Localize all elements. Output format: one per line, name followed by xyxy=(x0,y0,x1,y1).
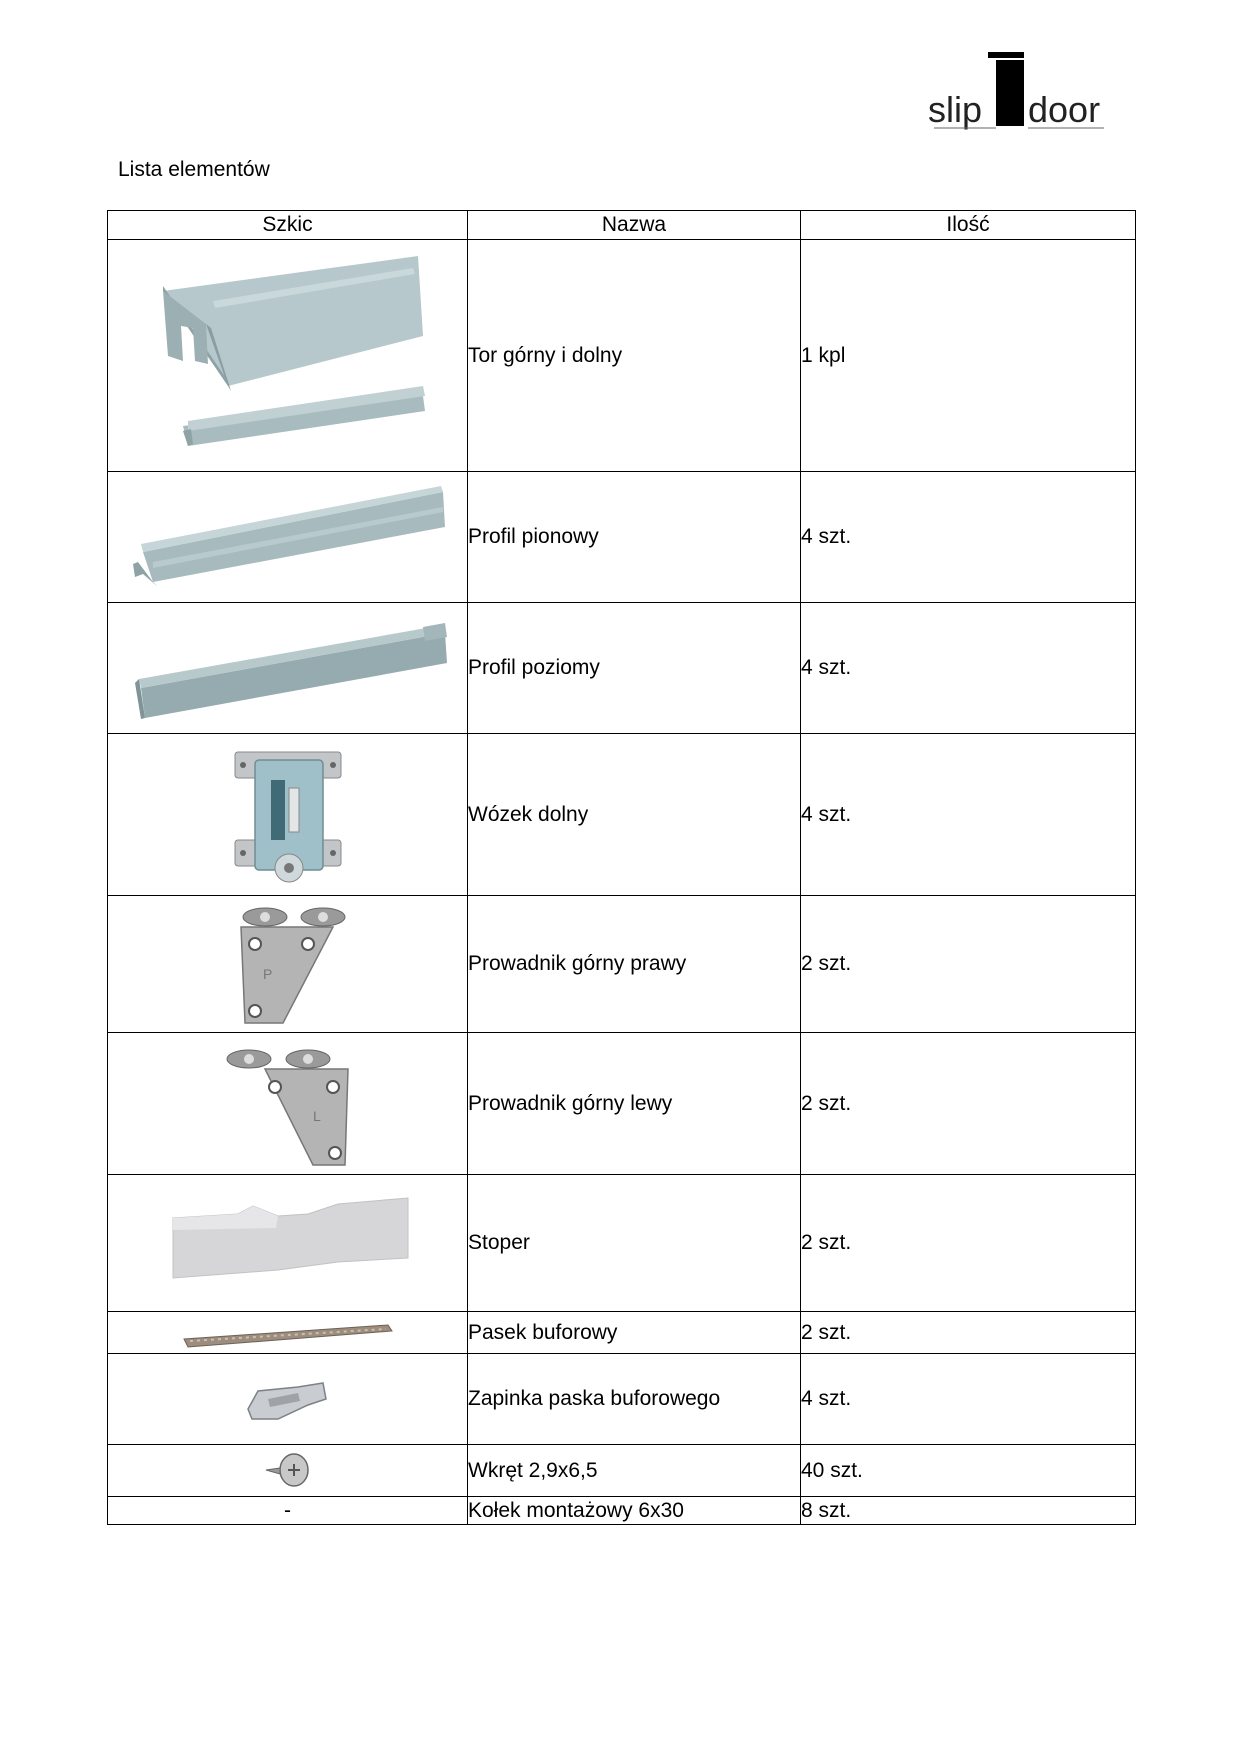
item-qty: 2 szt. xyxy=(801,1312,1136,1354)
item-qty: 4 szt. xyxy=(801,603,1136,734)
sketch-cell xyxy=(108,603,468,734)
header-name: Nazwa xyxy=(468,211,801,240)
page-title: Lista elementów xyxy=(118,158,270,181)
logo-left-word: slip xyxy=(928,89,983,130)
table-row xyxy=(108,240,1136,472)
table-row xyxy=(108,1312,1136,1354)
vertical-profile-icon xyxy=(123,482,453,592)
item-name: Zapinka paska buforowego xyxy=(468,1354,801,1445)
top-guide-right-icon xyxy=(213,899,363,1029)
item-qty: 4 szt. xyxy=(801,472,1136,603)
table-row xyxy=(108,1445,1136,1497)
table-row xyxy=(108,1497,1136,1525)
header-sketch: Szkic xyxy=(108,211,468,240)
sketch-cell xyxy=(108,1033,468,1175)
item-qty: 2 szt. xyxy=(801,1033,1136,1175)
item-name: Stoper xyxy=(468,1175,801,1312)
table-row xyxy=(108,472,1136,603)
item-name: Pasek buforowy xyxy=(468,1312,801,1354)
item-qty: 2 szt. xyxy=(801,1175,1136,1312)
table-row xyxy=(108,1175,1136,1312)
sketch-cell xyxy=(108,1312,468,1354)
item-name: Kołek montażowy 6x30 xyxy=(468,1497,801,1525)
item-name: Profil poziomy xyxy=(468,603,801,734)
item-qty: 4 szt. xyxy=(801,1354,1136,1445)
buffer-strip-icon xyxy=(178,1317,398,1349)
header-qty: Ilość xyxy=(801,211,1136,240)
item-name: Prowadnik górny lewy xyxy=(468,1033,801,1175)
table-row xyxy=(108,603,1136,734)
sketch-cell xyxy=(108,896,468,1033)
item-name: Wózek dolny xyxy=(468,734,801,896)
table-header-row xyxy=(108,211,1136,240)
table-row xyxy=(108,734,1136,896)
sketch-cell xyxy=(108,1354,468,1445)
svg-text:L: L xyxy=(312,1107,321,1124)
item-qty: 40 szt. xyxy=(801,1445,1136,1497)
horizontal-profile-icon xyxy=(123,613,453,723)
table-row xyxy=(108,896,1136,1033)
parts-table xyxy=(107,210,1136,1525)
item-name: Wkręt 2,9x6,5 xyxy=(468,1445,801,1497)
item-name: Prowadnik górny prawy xyxy=(468,896,801,1033)
item-name: Profil pionowy xyxy=(468,472,801,603)
sketch-cell xyxy=(108,1175,468,1312)
bottom-carriage-icon xyxy=(223,740,353,890)
table-row xyxy=(108,1033,1136,1175)
top-guide-left-icon xyxy=(213,1039,363,1169)
item-name: Tor górny i dolny xyxy=(468,240,801,472)
item-qty: 2 szt. xyxy=(801,896,1136,1033)
sketch-cell xyxy=(108,240,468,472)
table-row xyxy=(108,1354,1136,1445)
sketch-cell xyxy=(108,472,468,603)
slipdoor-logo xyxy=(928,52,1128,132)
screw-icon xyxy=(258,1448,318,1494)
svg-text:P: P xyxy=(262,966,272,982)
stopper-icon xyxy=(158,1188,418,1298)
item-qty: 1 kpl xyxy=(801,240,1136,472)
sketch-cell xyxy=(108,734,468,896)
track-profile-icon xyxy=(133,246,443,466)
sketch-cell xyxy=(108,1445,468,1497)
buffer-clip-icon xyxy=(238,1369,338,1429)
item-qty: 4 szt. xyxy=(801,734,1136,896)
item-qty: 8 szt. xyxy=(801,1497,1136,1525)
logo-right-word: door xyxy=(1028,89,1101,130)
sketch-cell-empty: - xyxy=(108,1497,468,1525)
